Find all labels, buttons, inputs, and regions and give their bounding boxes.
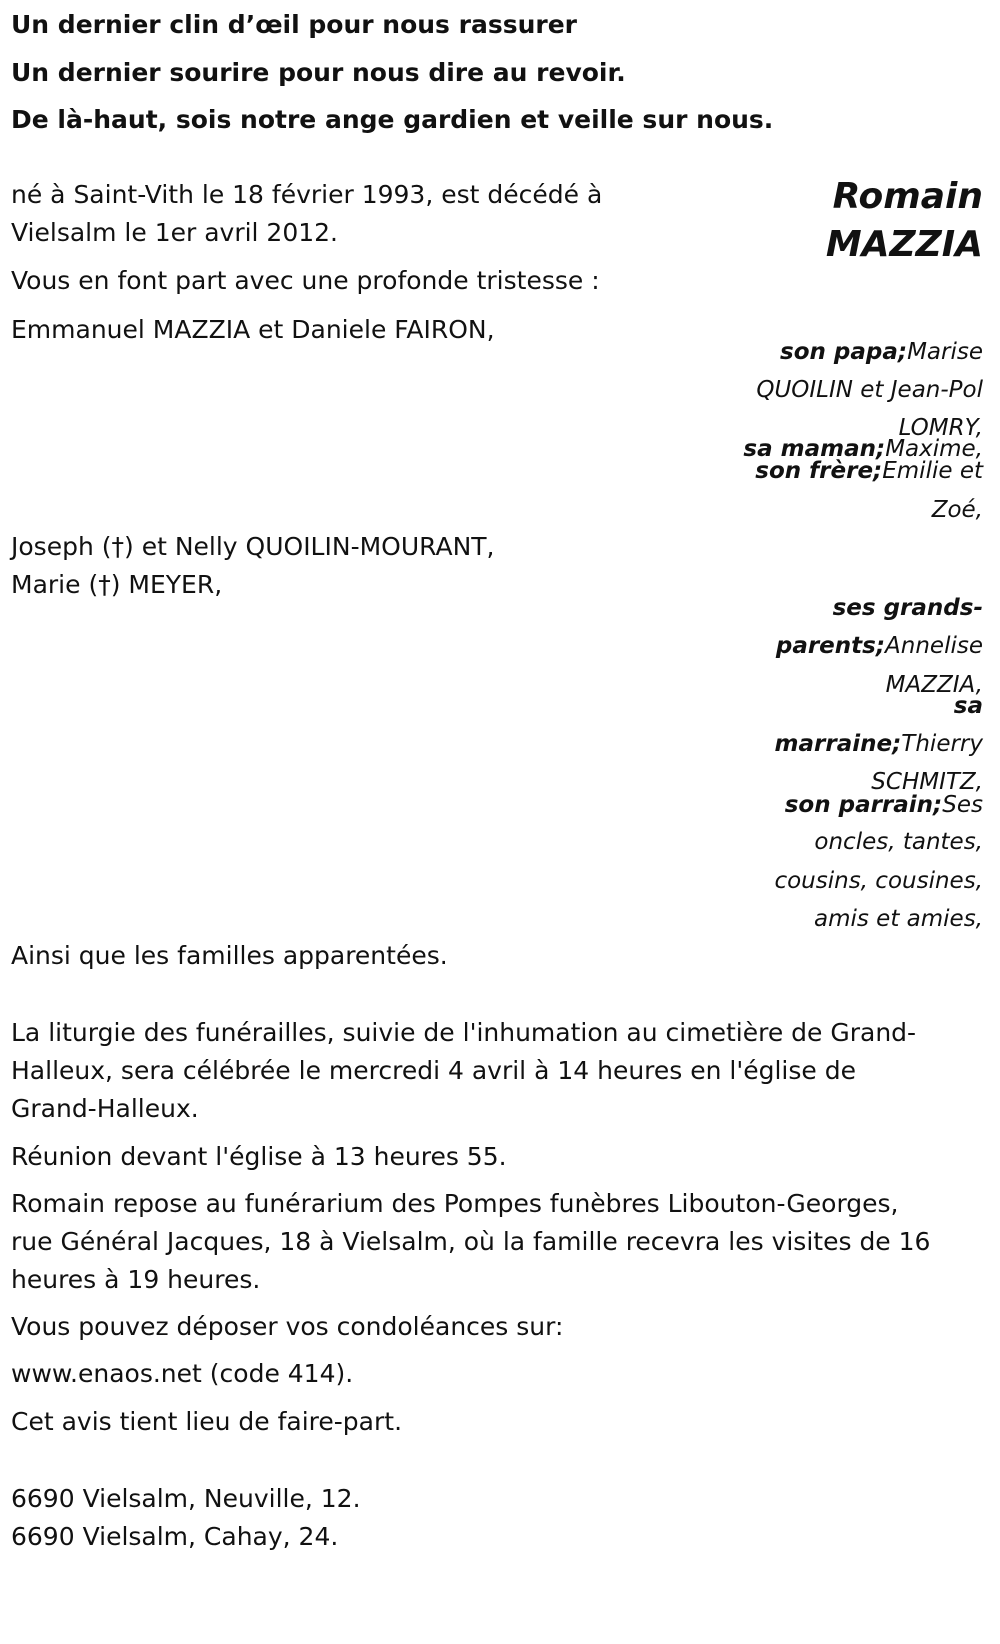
poem-line-3: De là-haut, sois notre ange gardien et veille sur nous. [11,105,774,134]
notice: Cet avis tient lieu de faire-part. [11,1407,403,1436]
grandparents-line-2: Marie (†) MEYER, [11,570,223,599]
maman-line [743,438,983,460]
maman-role: sa maman; [743,436,886,462]
maman-name-part-1: Marise [907,339,983,365]
marraine-name-2: MAZZIA, [885,672,983,698]
liturgy-line-2: Halleux, sera célébrée le mercredi 4 avril à 14 heures en l'église de [11,1056,856,1085]
birth-death-line-1: né à Saint-Vith le 18 février 1993, est décédé à [11,180,603,209]
liturgy-line-3: Grand-Halleux. [11,1094,199,1123]
grandparents-role-line [776,626,983,666]
rest-line-2: rue Général Jacques, 18 à Vielsalm, où la famille recevra les visites de 16 [11,1227,931,1256]
sisters-part-1: Emilie et [882,458,983,484]
marraine-name-1: Annelise [885,633,983,659]
maman-name-part-3: LOMRY, [898,415,983,441]
frere-name: Maxime, [885,436,983,462]
meeting: Réunion devant l'église à 13 heures 55. [11,1142,507,1171]
birth-death-line-2: Vielsalm le 1er avril 2012. [11,218,339,247]
others-2: oncles, tantes, [814,829,983,855]
parrain-name-1: Thierry [901,731,983,757]
papa-line [780,332,983,372]
liturgy-line-1: La liturgie des funérailles, suivie de l'inhumation au cimetière de Grand- [11,1018,917,1047]
address-2: 6690 Vielsalm, Cahay, 24. [11,1522,339,1551]
marraine-role-line [775,724,983,764]
others-4: amis et amies, [814,906,983,932]
grandparents-line-1: Joseph (†) et Nelly QUOILIN-MOURANT, [11,532,495,561]
poem-line-2: Un dernier sourire pour nous dire au revoir. [11,58,626,87]
parrain-role: son parrain; [784,792,943,818]
marraine-role-1: sa [953,693,983,719]
parents-names: Emmanuel MAZZIA et Daniele FAIRON, [11,315,495,344]
parrain-role-line [785,785,983,825]
others-3: cousins, cousines, [774,868,983,894]
poem-line-1: Un dernier clin d’œil pour nous rassurer [11,10,578,39]
parrain-name-2: SCHMITZ, [871,769,983,795]
papa-role: son papa; [780,339,908,365]
condolences: Vous pouvez déposer vos condoléances sur: [11,1312,564,1341]
deceased-first-name: Romain [832,176,983,217]
marraine-role-2: marraine; [774,731,902,757]
frere-line [755,460,983,482]
others-1: Ses [942,792,983,818]
website: www.enaos.net (code 414). [11,1359,354,1388]
announcement: Vous en font part avec une profonde tristesse : [11,266,600,295]
deceased-last-name: MAZZIA [825,224,983,265]
rest-line-3: heures à 19 heures. [11,1265,261,1294]
rest-line-1: Romain repose au funérarium des Pompes funèbres Libouton-Georges, [11,1189,899,1218]
maman-name-part-2: QUOILIN et Jean-Pol [756,377,983,403]
grandparents-role-1: ses grands- [832,595,983,621]
address-1: 6690 Vielsalm, Neuville, 12. [11,1484,361,1513]
sisters-part-2: Zoé, [931,497,983,523]
relatives: Ainsi que les familles apparentées. [11,941,448,970]
frere-role: son frère; [755,458,883,484]
grandparents-role-2: parents; [775,633,886,659]
